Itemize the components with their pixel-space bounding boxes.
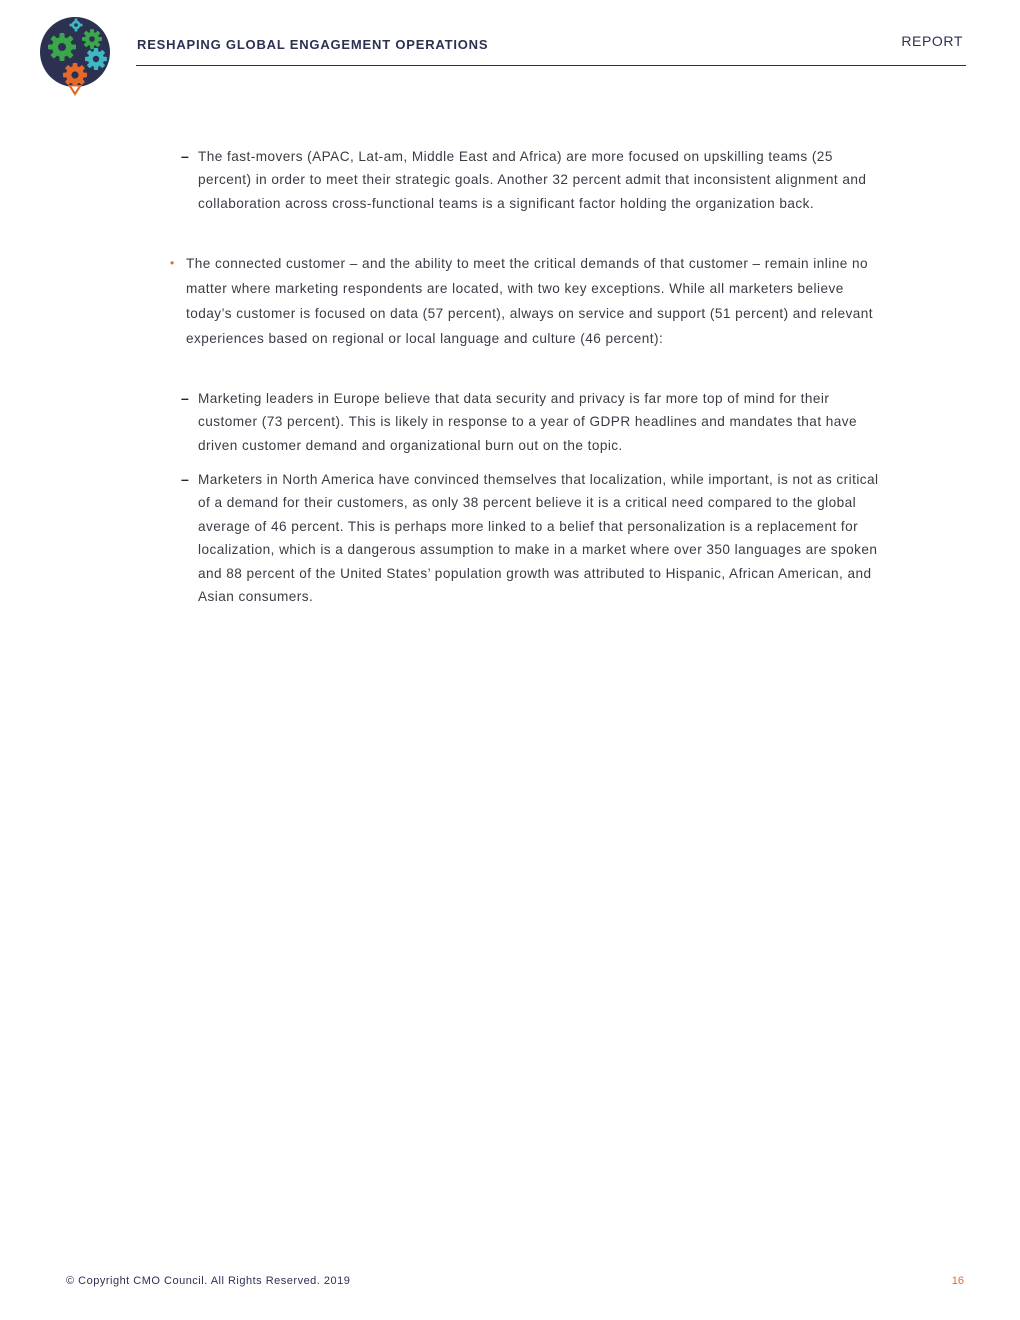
document-title: RESHAPING GLOBAL ENGAGEMENT OPERATIONS [137, 37, 489, 52]
dash-marker: – [181, 471, 189, 487]
dash-marker: – [181, 148, 189, 164]
header-divider [136, 65, 966, 66]
report-label: REPORT [901, 33, 963, 49]
list-item-text: The fast-movers (APAC, Lat-am, Middle East and Africa) are more focused on upskilling teams (25 percent) in order to meet their strategic goals. Another 32 percent admit that inconsistent alignment and collaboration across cross-functional teams is a significant factor holding the organization back. [198, 149, 867, 211]
list-item-text: Marketers in North America have convinced themselves that localization, while important, is not as critical of a demand for their customers, as only 38 percent believe it is a critical need compared to the global average of 46 percent. This is perhaps more linked to a belief that personalization is a replacement for localization, which is a dangerous assumption to make in a market where over 350 languages are spoken and 88 percent of the United States’ population growth was attributed to Hispanic, African American, and Asian consumers. [198, 472, 879, 605]
copyright-notice: © Copyright CMO Council. All Rights Reserved. 2019 [66, 1275, 351, 1287]
list-item-text: The connected customer – and the ability to meet the critical demands of that customer – remain inline no matter where marketing respondents are located, with two key exceptions. While all marketers believe today’s customer is focused on data (57 percent), always on service and support (51 percent) and relevant experiences based on regional or local language and culture (46 percent): [186, 256, 874, 346]
bullet-marker: • [170, 256, 175, 270]
dash-marker: – [181, 390, 189, 406]
page-number: 16 [951, 1275, 964, 1287]
list-item-text: Marketing leaders in Europe believe that data security and privacy is far more top of mind for their customer (73 percent). This is likely in response to a year of GDPR headlines and mandates that have driven customer demand and organizational burn out on the topic. [198, 391, 858, 453]
gears-logo-icon [40, 17, 112, 97]
